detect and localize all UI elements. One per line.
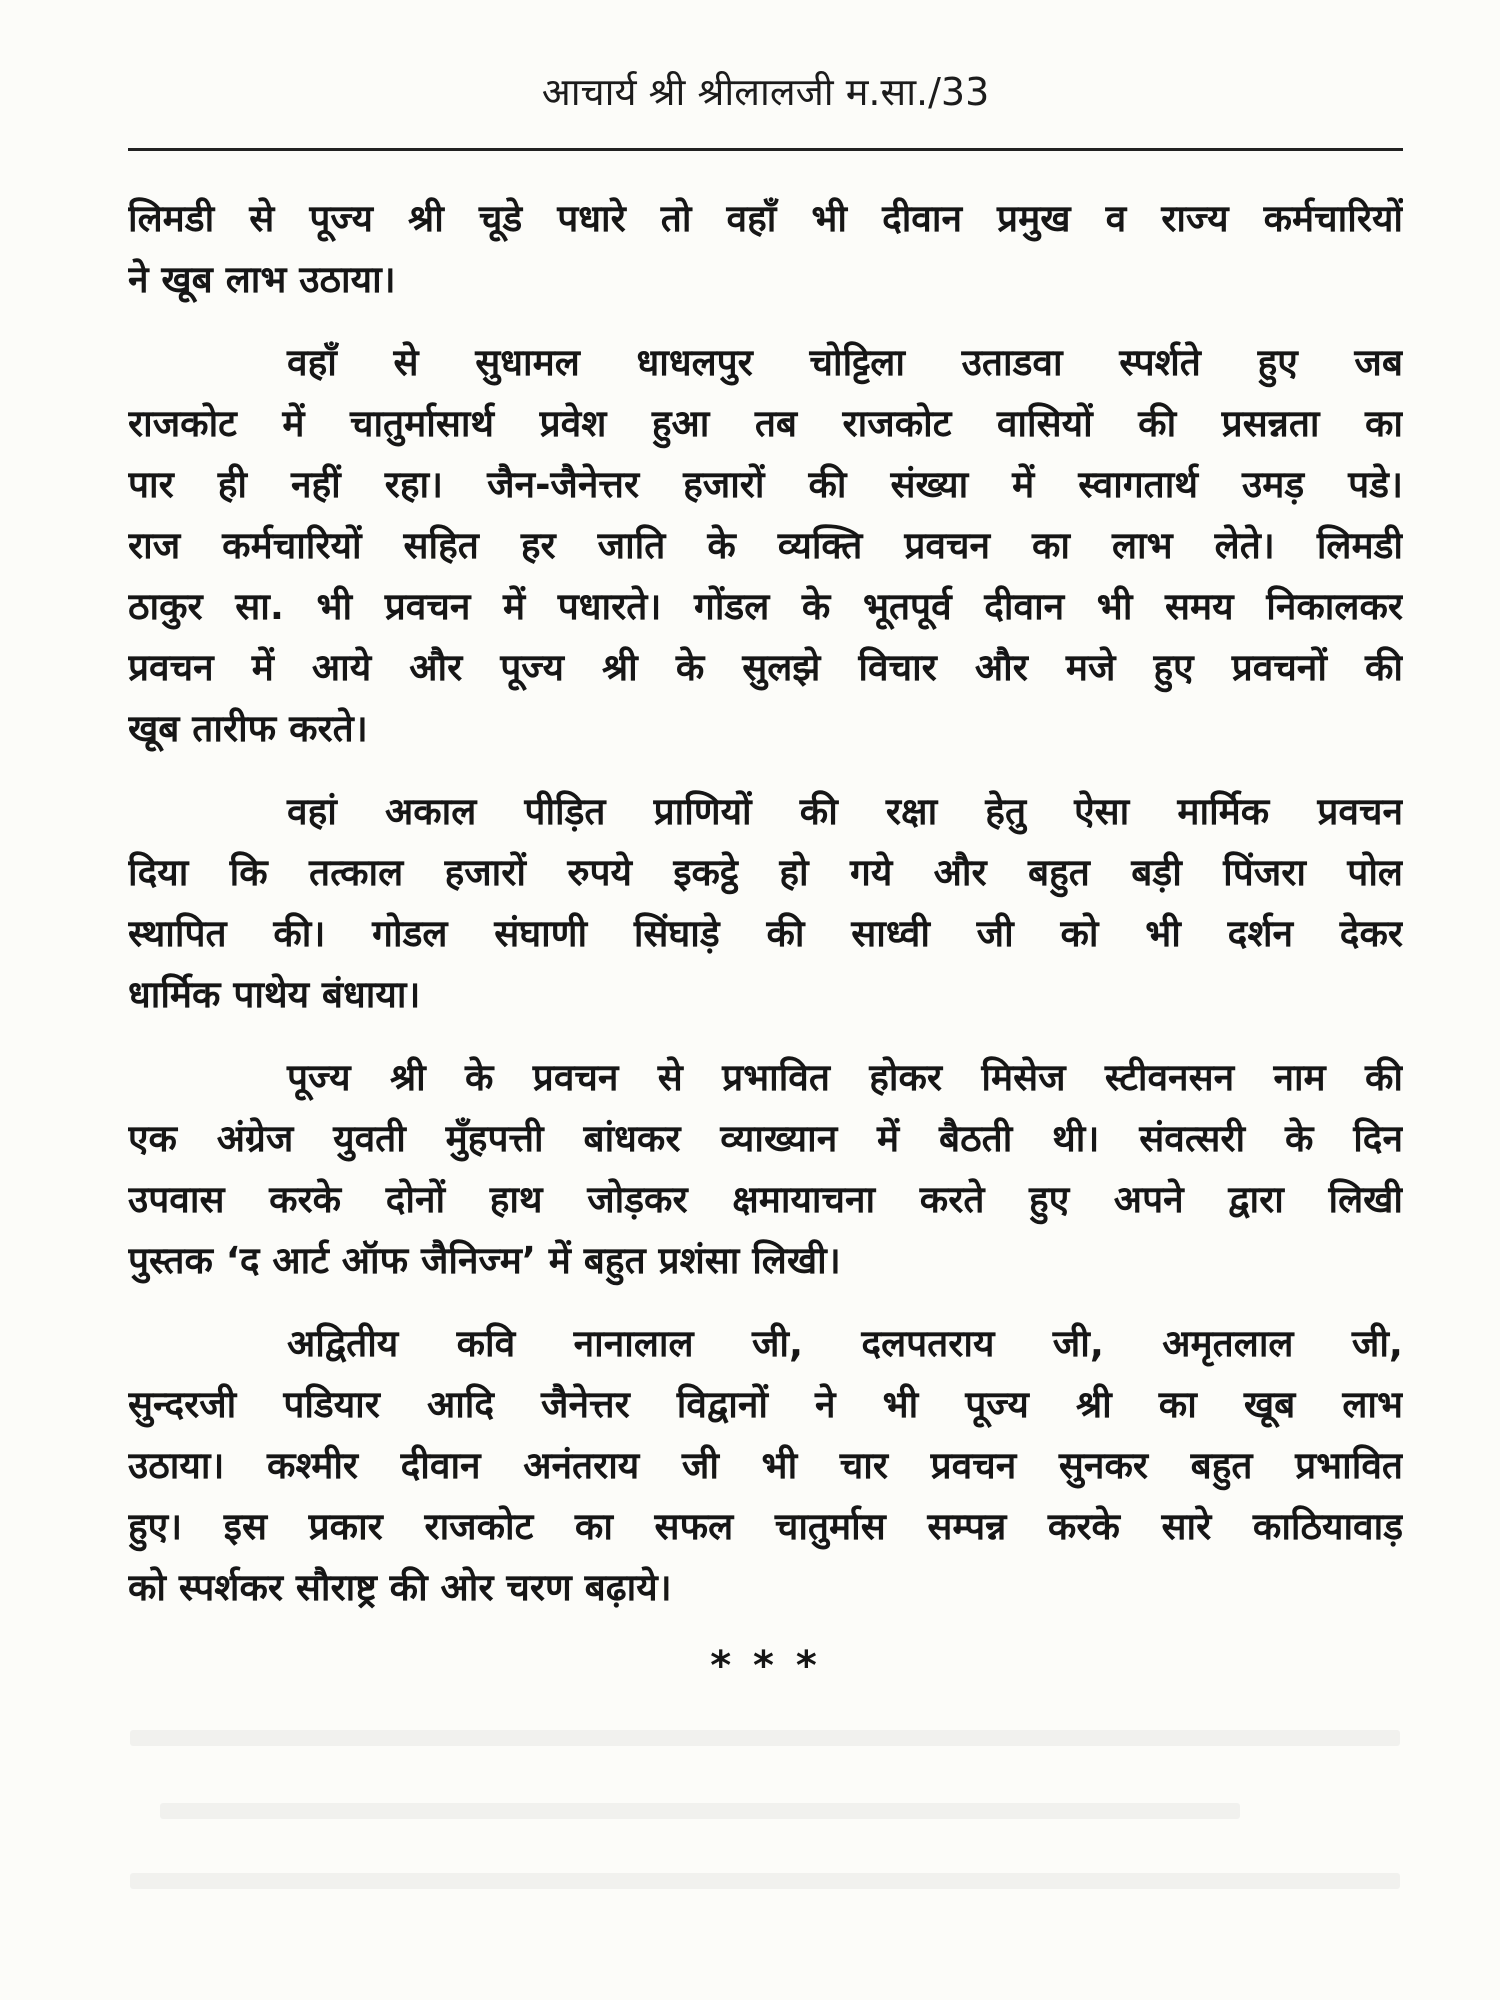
text-line: लिमडी से पूज्य श्री चूडे पधारे तो वहाँ भी दीवान प्रमुख व राज्य कर्मचारियों xyxy=(128,197,1403,240)
header-rule xyxy=(128,148,1403,151)
text-line: ने खूब लाभ उठाया। xyxy=(128,258,396,301)
text-line: राज कर्मचारियों सहित हर जाति के व्यक्ति प्रवचन का लाभ लेते। लिमडी xyxy=(128,524,1403,567)
body-text xyxy=(128,188,1403,1697)
text-line: पुस्तक ‘द आर्ट ऑफ जैनिज्म’ में बहुत प्रशंसा लिखी। xyxy=(128,1239,841,1282)
show-through-shading xyxy=(130,1873,1400,1889)
paragraph-5 xyxy=(128,1313,1403,1618)
text-line: दिया कि तत्काल हजारों रुपये इकट्ठे हो गये और बहुत बड़ी पिंजरा पोल xyxy=(128,851,1403,894)
show-through-shading xyxy=(160,1803,1240,1819)
text-line: को स्पर्शकर सौराष्ट्र की ओर चरण बढ़ाये। xyxy=(128,1566,672,1609)
text-line: राजकोट में चातुर्मासार्थ प्रवेश हुआ तब राजकोट वासियों की प्रसन्नता का xyxy=(128,402,1403,445)
text-line: उपवास करके दोनों हाथ जोड़कर क्षमायाचना करते हुए अपने द्वारा लिखी xyxy=(128,1178,1403,1221)
text-line: हुए। इस प्रकार राजकोट का सफल चातुर्मास सम्पन्न करके सारे काठियावाड़ xyxy=(128,1505,1403,1548)
text-line: पूज्य श्री के प्रवचन से प्रभावित होकर मिसेज स्टीवनसन नाम की xyxy=(287,1056,1403,1099)
paragraph-3 xyxy=(128,781,1403,1025)
show-through-shading xyxy=(130,1730,1400,1746)
section-break-asterisks: * * * xyxy=(710,1643,821,1689)
text-line: वहां अकाल पीड़ित प्राणियों की रक्षा हेतु ऐसा मार्मिक प्रवचन xyxy=(287,790,1403,833)
text-line: स्थापित की। गोडल संघाणी सिंघाड़े की साध्वी जी को भी दर्शन देकर xyxy=(128,912,1403,955)
paragraph-1 xyxy=(128,188,1403,310)
text-line: उठाया। कश्मीर दीवान अनंतराय जी भी चार प्रवचन सुनकर बहुत प्रभावित xyxy=(128,1444,1403,1487)
running-head: आचार्य श्री श्रीलालजी म.सा./33 xyxy=(541,70,990,114)
text-line: वहाँ से सुधामल धाधलपुर चोट्टिला उताडवा स्पर्शते हुए जब xyxy=(287,341,1403,384)
text-line: ठाकुर सा. भी प्रवचन में पधारते। गोंडल के भूतपूर्व दीवान भी समय निकालकर xyxy=(128,585,1403,628)
paragraph-2 xyxy=(128,332,1403,759)
text-line: धार्मिक पाथेय बंधाया। xyxy=(128,973,421,1016)
text-line: सुन्दरजी पडियार आदि जैनेत्तर विद्वानों ने भी पूज्य श्री का खूब लाभ xyxy=(128,1383,1403,1426)
text-line: प्रवचन में आये और पूज्य श्री के सुलझे विचार और मजे हुए प्रवचनों की xyxy=(128,646,1403,689)
text-line: पार ही नहीं रहा। जैन-जैनेत्तर हजारों की संख्या में स्वागतार्थ उमड़ पडे। xyxy=(128,463,1403,506)
text-line: खूब तारीफ करते। xyxy=(128,707,368,750)
text-line: एक अंग्रेज युवती मुँहपत्ती बांधकर व्याख्यान में बैठती थी। संवत्सरी के दिन xyxy=(128,1117,1403,1160)
text-line: अद्वितीय कवि नानालाल जी, दलपतराय जी, अमृतलाल जी, xyxy=(287,1322,1403,1365)
paragraph-4 xyxy=(128,1047,1403,1291)
